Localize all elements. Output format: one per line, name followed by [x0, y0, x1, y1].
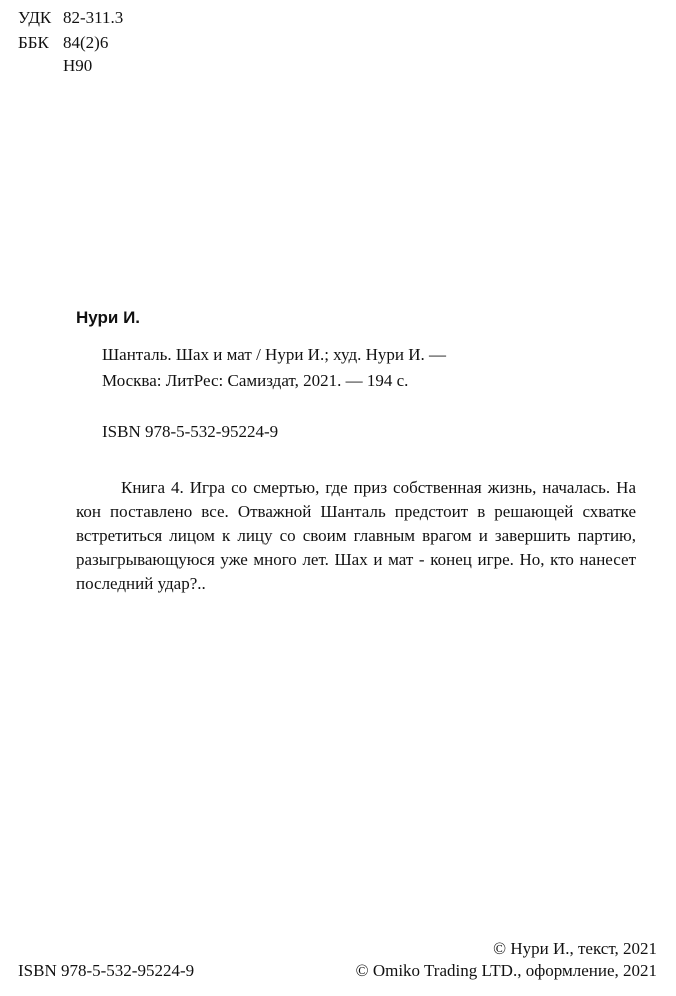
bbk-value: 84(2)6 [63, 33, 109, 52]
udk-value: 82-311.3 [63, 8, 124, 27]
author-heading: Нури И. [76, 308, 141, 327]
bbk-label: ББК [18, 33, 49, 52]
description-line-1: Шанталь. Шах и мат / Нури И.; худ. Нури И. — [102, 345, 447, 364]
isbn-main: ISBN 978-5-532-95224-9 [102, 422, 279, 441]
description-line-2: Москва: ЛитРес: Самиздат, 2021. — 194 с. [102, 371, 409, 390]
isbn-footer: ISBN 978-5-532-95224-9 [18, 961, 195, 980]
udk-row [0, 8, 200, 28]
udk-label: УДК [18, 8, 52, 27]
author-mark: Н90 [63, 56, 93, 75]
bbk-row [0, 33, 200, 53]
annotation-paragraph: Книга 4. Игра со смертью, где приз собственная жизнь, началась. На кон поставлено все. Отважной Шанталь предстоит в решающей схватке встретиться лицом к лицу со своим главным врагом и завершить партию, разыгрывающуюся уже много лет. Шах и мат - конец игре. Но, кто нанесет последний удар?.. [76, 478, 636, 593]
copyright-design: © Omiko Trading LTD., оформление, 2021 [355, 961, 657, 980]
copyright-text: © Нури И., текст, 2021 [493, 939, 657, 958]
